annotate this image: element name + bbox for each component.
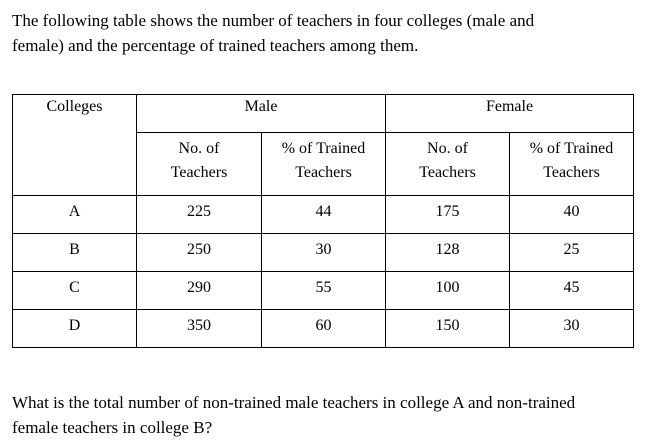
female-pct-header — [510, 133, 634, 196]
question-text — [12, 390, 642, 440]
male-header — [137, 95, 386, 133]
female-header — [386, 95, 634, 133]
male-header-label: Male — [244, 98, 278, 115]
male-pct-header — [262, 133, 386, 196]
female-pct-cell: 30 — [510, 310, 634, 348]
question-line-1: What is the total number of non-trained male teachers in college A and non-trained — [12, 393, 576, 412]
teachers-table — [12, 94, 634, 348]
female-count-header — [386, 133, 510, 196]
college-cell: C — [13, 272, 137, 310]
male-count-cell: 225 — [137, 196, 262, 234]
female-count-cell: 150 — [386, 310, 510, 348]
female-count-header-line-2: Teachers — [419, 164, 476, 181]
table-row — [13, 272, 634, 310]
colleges-header-label: Colleges — [46, 98, 103, 115]
female-pct-cell: 25 — [510, 234, 634, 272]
male-pct-header-line-2: Teachers — [295, 164, 352, 181]
male-pct-cell: 30 — [262, 234, 386, 272]
table-header-row — [13, 95, 634, 133]
intro-line-2: female) and the percentage of trained teachers among them. — [12, 36, 419, 55]
male-count-header — [137, 133, 262, 196]
intro-line-1: The following table shows the number of teachers in four colleges (male and — [12, 11, 535, 30]
female-count-cell: 100 — [386, 272, 510, 310]
male-pct-header-line-1: % of Trained — [281, 140, 366, 157]
college-cell: D — [13, 310, 137, 348]
female-count-cell: 128 — [386, 234, 510, 272]
colleges-header — [13, 95, 137, 196]
male-count-header-line-2: Teachers — [170, 164, 228, 181]
male-count-cell: 250 — [137, 234, 262, 272]
male-count-header-line-1: No. of — [178, 140, 220, 157]
female-pct-cell: 45 — [510, 272, 634, 310]
college-cell: A — [13, 196, 137, 234]
table-row — [13, 234, 634, 272]
female-header-label: Female — [485, 98, 534, 115]
female-pct-header-line-1: % of Trained — [529, 140, 614, 157]
male-pct-cell: 55 — [262, 272, 386, 310]
college-cell: B — [13, 234, 137, 272]
male-count-cell: 350 — [137, 310, 262, 348]
female-count-cell: 175 — [386, 196, 510, 234]
table-row — [13, 310, 634, 348]
male-pct-cell: 44 — [262, 196, 386, 234]
intro-text — [12, 8, 632, 58]
female-pct-header-line-2: Teachers — [543, 164, 600, 181]
male-pct-cell: 60 — [262, 310, 386, 348]
female-count-header-line-1: No. of — [427, 140, 468, 157]
female-pct-cell: 40 — [510, 196, 634, 234]
question-line-2: female teachers in college B? — [12, 418, 213, 437]
male-count-cell: 290 — [137, 272, 262, 310]
table-row — [13, 196, 634, 234]
